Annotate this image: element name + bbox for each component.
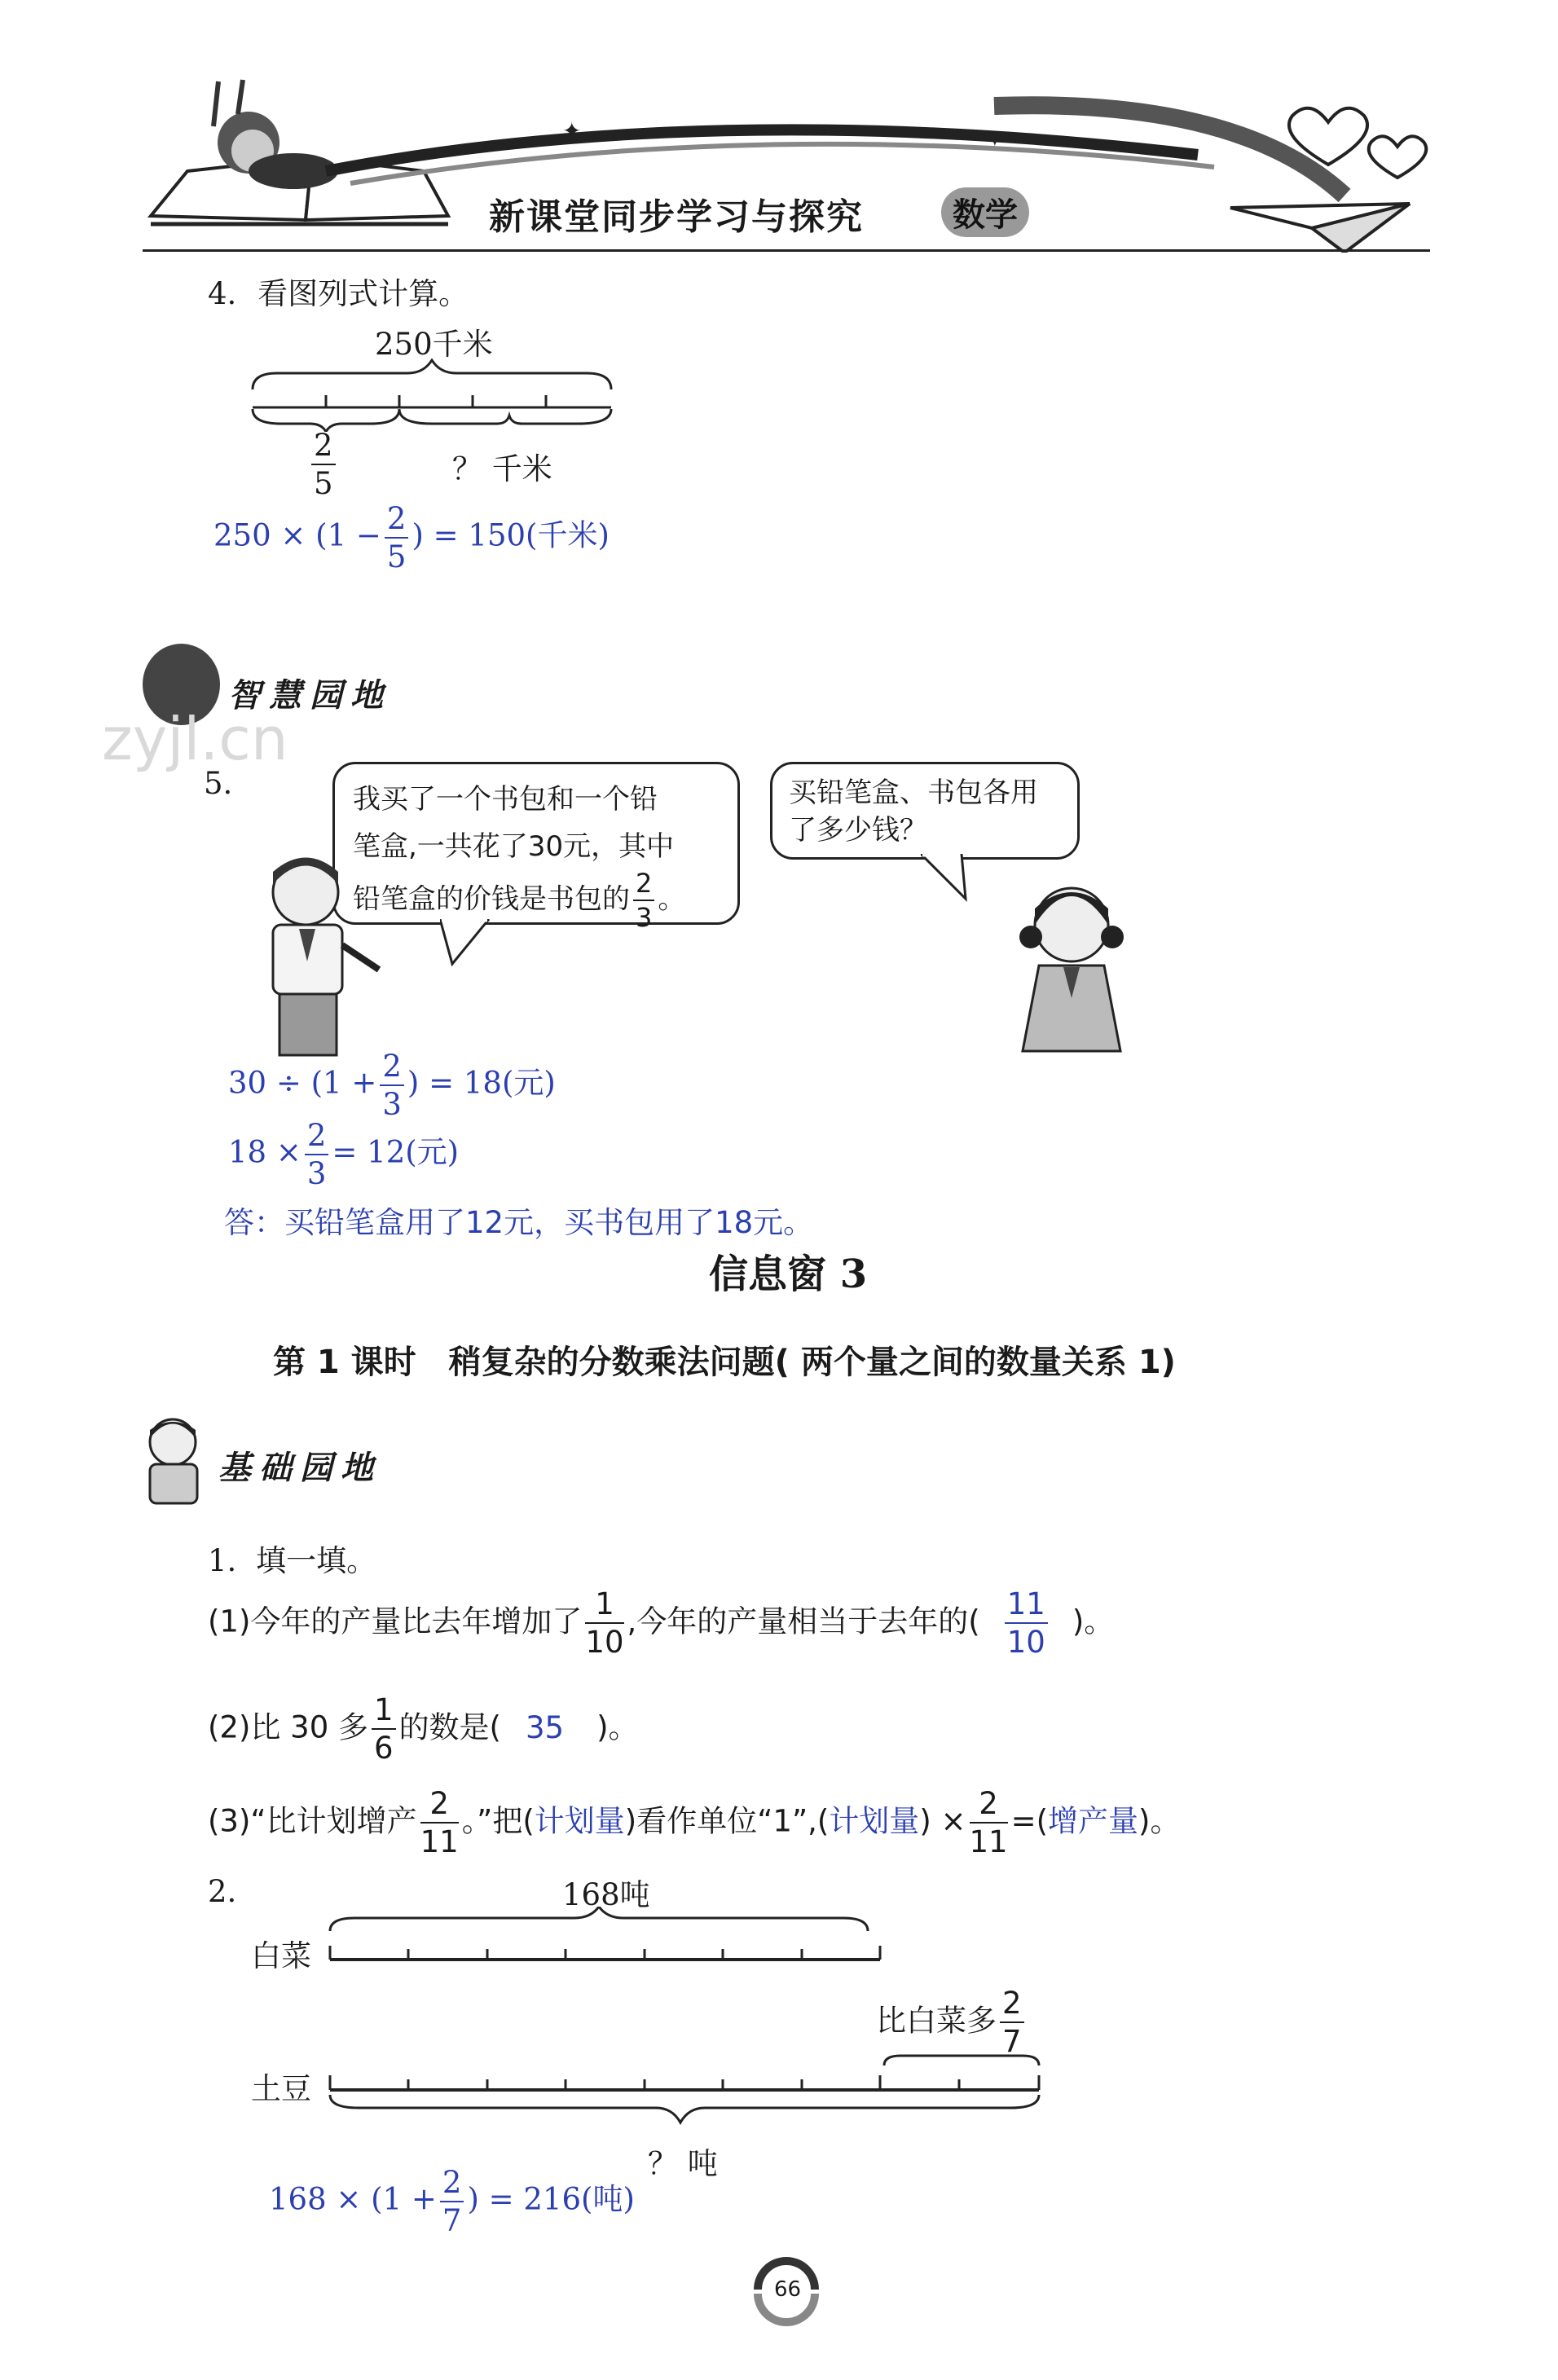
svg-text:✦: ✦ [986,128,1004,152]
basics-avatar-icon [140,1414,209,1507]
q1-part-2: (2)比 30 多 $\frac{1}{6}$ 的数是( 35 )。 [208,1692,639,1766]
q5-answer-statement: 答：买铅笔盒用了12元，买书包用了18元。 [224,1205,814,1240]
q4-unknown-label: ？ 千米 [452,451,552,486]
q2-row1-label: 白菜 [251,1938,311,1973]
q2-more-label: 比白菜多 $\frac{2}{7}$ [876,1988,1028,2057]
basics-title: 基础园地 [218,1450,381,1487]
boy-speech-bubble: 我买了一个书包和一个铅 笔盒,一共花了30元，其中 铅笔盒的价钱是书包的 $\frac{2}{3}$ 。 [332,762,740,925]
banner-title: 新课堂同步学习与探究 [489,196,864,238]
q4-total-label: 250千米 [375,327,493,362]
q2-unknown-label: ？ 吨 [648,2146,718,2181]
q1-prompt: 1. 填一填。 [208,1543,377,1578]
q2-total-label: 168吨 [562,1877,650,1912]
q4-prompt: 4. 看图列式计算。 [208,276,469,311]
wisdom-title: 智慧园地 [228,677,391,715]
page-number: 66 [774,2277,802,2302]
svg-text:✦: ✦ [562,117,582,144]
q4-answer: 250 × (1 − $\frac{2}{5}$ ) = 150(千米) [213,501,610,574]
q4-part-fraction: $\frac{2}{5}$ [308,430,339,499]
section-title: 信息窗 3 [709,1252,868,1297]
q1-part-3: (3)“比计划增产 $\frac{2}{11}$ 。”把(计划量)看作单位“1”,(计划量) × $\frac{2}{11}$ =(增产量)。 [208,1786,1181,1859]
q1-part-1: (1)今年的产量比去年增加了 $\frac{1}{10}$ ,今年的产量相当于去年的( $\frac{11}{10}$ )。 [208,1586,1115,1660]
girl-bubble-tail [921,854,978,903]
q2-answer: 168 × (1 + $\frac{2}{7}$ ) = 216(吨) [269,2165,635,2238]
girl-figure-icon [1010,876,1133,1055]
q2-number: 2. [208,1874,237,1909]
girl-speech-bubble: 买铅笔盒、书包各用 了多少钱？ [770,762,1080,860]
q4-segment-diagram [244,359,627,432]
q5-number: 5. [204,766,233,801]
q5-answer-1: 30 ÷ (1 + $\frac{2}{3}$ ) = 18(元) [228,1049,556,1122]
boy-figure-icon [249,847,387,1059]
q2-baicai-bar [322,1907,892,1972]
q2-row2-label: 土豆 [251,2071,311,2106]
q5-answer-2: 18 × $\frac{2}{3}$ = 12(元) [228,1118,460,1191]
lesson-title: 第 1 课时 稍复杂的分数乘法问题( 两个量之间的数量关系 1) [273,1344,1176,1381]
subject-badge: 数学 [941,187,1029,237]
watermark: zyjl.cn [102,705,288,773]
boy-bubble-tail [440,919,497,968]
page-header [139,65,1442,253]
header-rule [143,249,1430,252]
